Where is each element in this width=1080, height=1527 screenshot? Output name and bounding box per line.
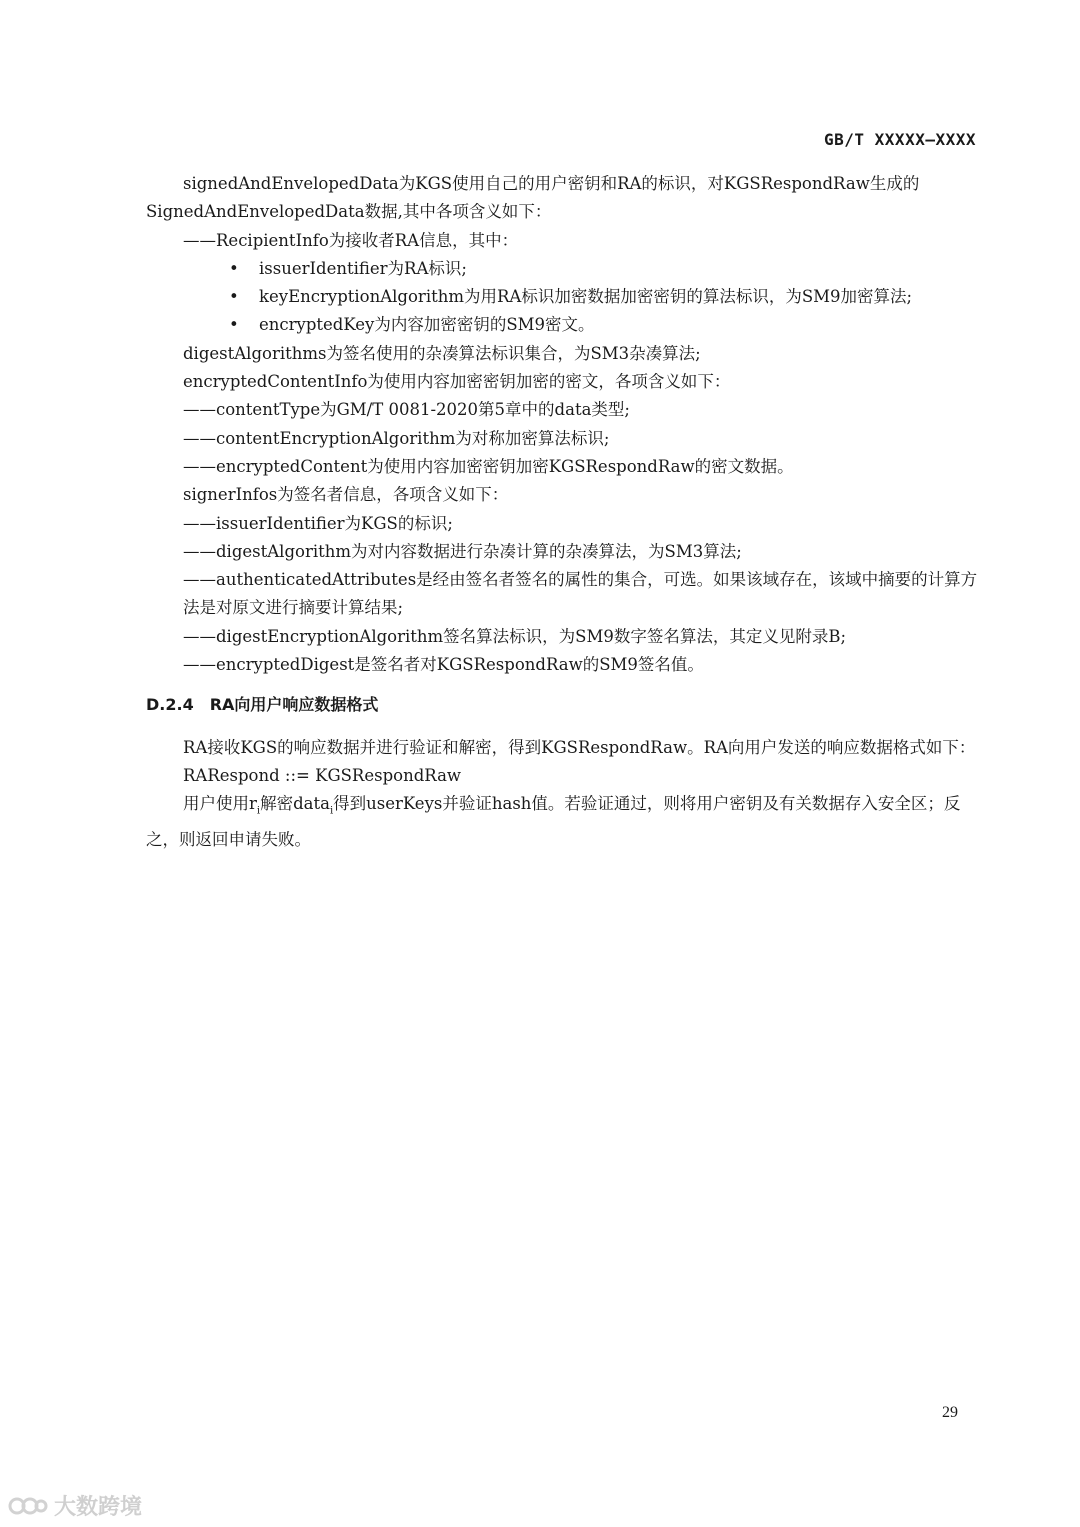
paragraph-digest-encryption-algorithm: ——digestEncryptionAlgorithm签名算法标识，为SM9数字签名算法，其定义见附录B; — [183, 626, 847, 646]
bullet-text: encryptedKey为内容加密密钥的SM9密文。 — [259, 315, 595, 335]
paragraph-digest-algorithms: digestAlgorithms为签名使用的杂凑算法标识集合，为SM3杂凑算法; — [183, 343, 701, 363]
body-text — [146, 170, 978, 854]
bullet-dot-icon: • — [229, 258, 239, 278]
section-title: RA向用户响应数据格式 — [209, 695, 379, 715]
paragraph-authenticated-attributes: ——authenticatedAttributes是经由签名者签名的属性的集合，可选。如果该域存在，该域中摘要的计算方法是对原文进行摘要计算结果; — [183, 570, 978, 618]
paragraph-encrypted-digest: ——encryptedDigest是签名者对KGSRespondRaw的SM9签名值。 — [183, 655, 704, 675]
paragraph-digest-algorithm: ——digestAlgorithm为对内容数据进行杂凑计算的杂凑算法，为SM3算法; — [183, 541, 742, 561]
paragraph-signed-enveloped-data: signedAndEnvelopedData为KGS使用自己的用户密钥和RA的标识，对KGSRespondRaw生成的SignedAndEnvelopedData数据,其中各项含义如下： — [146, 174, 920, 222]
paragraph-ra-receive: RA接收KGS的响应数据并进行验证和解密，得到KGSRespondRaw。RA向用户发送的响应数据格式如下： — [183, 737, 976, 757]
page-number: 29 — [942, 1404, 958, 1421]
document-code-header: GB/T XXXXX—XXXX — [824, 130, 976, 149]
paragraph-encrypted-content-info: encryptedContentInfo为使用内容加密密钥加密的密文，各项含义如下： — [183, 372, 731, 392]
paragraph-recipient-info: ——RecipientInfo为接收者RA信息，其中： — [183, 230, 519, 250]
paragraph-content-encryption-algorithm: ——contentEncryptionAlgorithm为对称加密算法标识; — [183, 428, 610, 448]
bullet-item — [146, 283, 978, 311]
paragraph-issuer-identifier: ——issuerIdentifier为KGS的标识; — [183, 513, 453, 533]
section-heading — [146, 691, 978, 719]
bullet-item — [146, 255, 978, 283]
paragraph-ra-respond-syntax: RARespond ::= KGSRespondRaw — [183, 765, 462, 785]
watermark-text: 大数跨境 — [54, 1495, 143, 1520]
bullet-dot-icon: • — [229, 315, 239, 335]
watermark-logo-icon — [8, 1494, 48, 1518]
bullet-text: issuerIdentifier为RA标识; — [259, 258, 467, 278]
section-number: D.2.4 — [146, 695, 194, 715]
bullet-item — [146, 311, 978, 339]
paragraph-signer-infos: signerInfos为签名者信息，各项含义如下： — [183, 485, 509, 505]
watermark — [8, 1490, 142, 1521]
bullet-text: keyEncryptionAlgorithm为用RA标识加密数据加密密钥的算法标识，为SM9加密算法; — [259, 287, 913, 307]
paragraph-encrypted-content: ——encryptedContent为使用内容加密密钥加密KGSRespondRaw的密文数据。 — [183, 456, 794, 476]
paragraph-content-type: ——contentType为GM/T 0081-2020第5章中的data类型; — [183, 400, 630, 420]
bullet-dot-icon: • — [229, 287, 239, 307]
paragraph-user-decrypt: 用户使用$r_i$解密data$_i$得到userKeys并验证hash值。若验证通过，则将用户密钥及有关数据存入安全区；反之，则返回申请失败。 — [146, 794, 961, 849]
